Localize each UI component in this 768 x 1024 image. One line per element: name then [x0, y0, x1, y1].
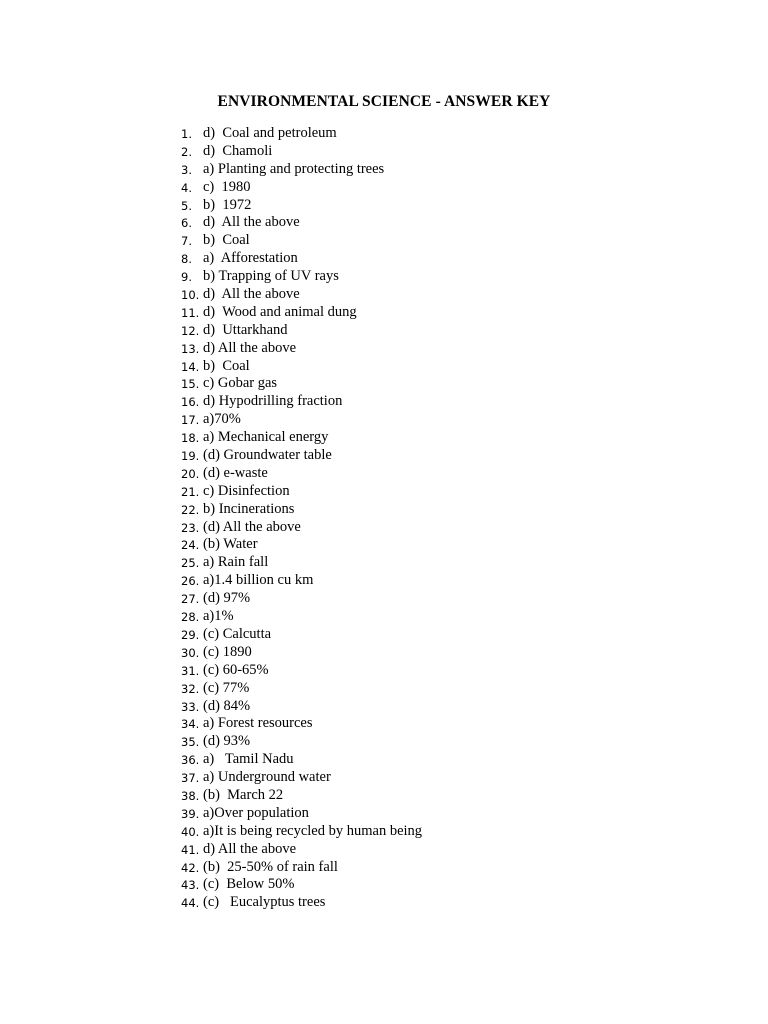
answer-text: b) 1972	[203, 196, 252, 213]
answer-row	[0, 608, 768, 626]
answer-text: (d) 84%	[203, 697, 251, 714]
answer-text: (b) March 22	[203, 786, 284, 803]
answer-row	[0, 161, 768, 179]
answer-text: (c) Calcutta	[203, 625, 272, 642]
question-number: 30.	[181, 645, 200, 660]
question-number: 14.	[181, 359, 200, 374]
answer-row	[0, 787, 768, 805]
answer-text: (d) Groundwater table	[203, 447, 332, 464]
question-number: 11.	[181, 305, 200, 320]
question-number: 25.	[181, 556, 200, 571]
answer-text: a) Underground water	[203, 769, 331, 786]
answer-text: (d) e-waste	[203, 464, 268, 481]
answer-row	[0, 823, 768, 841]
question-number: 34.	[181, 717, 200, 732]
question-number: 38.	[181, 788, 200, 803]
answer-row	[0, 680, 768, 698]
answer-text: (b) 25-50% of rain fall	[203, 858, 338, 875]
answer-row	[0, 859, 768, 877]
question-number: 27.	[181, 592, 200, 607]
answer-text: d) Coal and petroleum	[203, 125, 337, 141]
answer-text: (c) Below 50%	[203, 876, 295, 893]
answer-text: a) Mechanical energy	[203, 429, 329, 446]
answer-row	[0, 841, 768, 859]
answer-row	[0, 501, 768, 519]
question-number: 5.	[181, 198, 192, 213]
question-number: 37.	[181, 771, 200, 786]
answer-text: a)1%	[203, 608, 234, 625]
answer-row	[0, 519, 768, 537]
answer-text: (c) 1890	[203, 643, 252, 660]
question-number: 42.	[181, 860, 200, 875]
question-number: 36.	[181, 753, 200, 768]
question-number: 26.	[181, 574, 200, 589]
answer-row	[0, 286, 768, 304]
answer-text: b) Coal	[203, 357, 250, 374]
question-number: 21.	[181, 484, 200, 499]
question-number: 10.	[181, 288, 200, 303]
answer-row	[0, 644, 768, 662]
question-number: 29.	[181, 627, 200, 642]
answer-row	[0, 429, 768, 447]
answer-row	[0, 375, 768, 393]
question-number: 19.	[181, 449, 200, 464]
question-number: 28.	[181, 610, 200, 625]
question-number: 12.	[181, 323, 200, 338]
answer-row	[0, 572, 768, 590]
answer-row	[0, 143, 768, 161]
answer-row	[0, 214, 768, 232]
answer-row	[0, 197, 768, 215]
answer-row	[0, 662, 768, 680]
answer-text: b) Trapping of UV rays	[203, 268, 339, 285]
question-number: 35.	[181, 735, 200, 750]
answer-row	[0, 232, 768, 250]
answer-row	[0, 626, 768, 644]
answer-text: (c) 77%	[203, 679, 250, 696]
answer-row	[0, 876, 768, 894]
question-number: 31.	[181, 663, 200, 678]
question-number: 41.	[181, 842, 200, 857]
answer-text: (b) Water	[203, 536, 258, 553]
answer-text: a)1.4 billion cu km	[203, 572, 314, 589]
answer-row	[0, 698, 768, 716]
question-number: 13.	[181, 341, 200, 356]
answer-text: d) Uttarkhand	[203, 321, 288, 338]
answer-row	[0, 447, 768, 465]
document-title: ENVIRONMENTAL SCIENCE - ANSWER KEY	[217, 93, 551, 110]
answer-text: c) 1980	[203, 178, 251, 195]
answer-text: a) Forest resources	[203, 715, 313, 732]
question-number: 23.	[181, 520, 200, 535]
answer-text: (d) All the above	[203, 518, 301, 535]
answer-text: c) Disinfection	[203, 482, 290, 499]
answer-row	[0, 340, 768, 358]
answer-row	[0, 250, 768, 268]
answer-row	[0, 536, 768, 554]
answer-text: a) Tamil Nadu	[203, 751, 294, 768]
answer-list	[0, 125, 768, 912]
answer-row	[0, 465, 768, 483]
question-number: 24.	[181, 538, 200, 553]
answer-row	[0, 483, 768, 501]
answer-row	[0, 179, 768, 197]
question-number: 15.	[181, 377, 200, 392]
answer-text: a)70%	[203, 411, 241, 428]
question-number: 17.	[181, 413, 200, 428]
question-number: 2.	[181, 144, 192, 159]
question-number: 22.	[181, 502, 200, 517]
answer-row	[0, 411, 768, 429]
answer-text: (d) 97%	[203, 590, 251, 607]
answer-text: a)Over population	[203, 804, 309, 821]
question-number: 4.	[181, 180, 192, 195]
answer-text: (c) Eucalyptus trees	[203, 894, 326, 911]
question-number: 1.	[181, 127, 192, 141]
question-number: 20.	[181, 466, 200, 481]
question-number: 43.	[181, 878, 200, 893]
answer-text: a) Rain fall	[203, 554, 269, 571]
answer-text: d) Chamoli	[203, 142, 273, 159]
question-number: 8.	[181, 252, 192, 267]
answer-row	[0, 894, 768, 912]
question-number: 3.	[181, 162, 192, 177]
question-number: 44.	[181, 896, 200, 911]
answer-row	[0, 733, 768, 751]
answer-text: d) All the above	[203, 840, 297, 857]
answer-text: c) Gobar gas	[203, 375, 278, 392]
answer-text: a)It is being recycled by human being	[203, 822, 423, 839]
question-number: 7.	[181, 234, 192, 249]
answer-text: a) Planting and protecting trees	[203, 160, 385, 177]
answer-text: d) All the above	[203, 214, 300, 231]
question-number: 18.	[181, 431, 200, 446]
answer-row	[0, 590, 768, 608]
question-number: 33.	[181, 699, 200, 714]
answer-row	[0, 358, 768, 376]
answer-text: d) All the above	[203, 286, 300, 303]
answer-row	[0, 805, 768, 823]
answer-row	[0, 393, 768, 411]
answer-text: (c) 60-65%	[203, 661, 269, 678]
answer-text: d) Wood and animal dung	[203, 303, 357, 320]
answer-row	[0, 751, 768, 769]
answer-text: (d) 93%	[203, 733, 251, 750]
answer-text: d) Hypodrilling fraction	[203, 393, 343, 410]
answer-row	[0, 304, 768, 322]
answer-row	[0, 554, 768, 572]
answer-text: b) Coal	[203, 232, 250, 249]
answer-row	[0, 125, 768, 143]
question-number: 39.	[181, 806, 200, 821]
question-number: 6.	[181, 216, 192, 231]
answer-row	[0, 268, 768, 286]
answer-row	[0, 322, 768, 340]
answer-row	[0, 769, 768, 787]
question-number: 32.	[181, 681, 200, 696]
answer-text: d) All the above	[203, 339, 297, 356]
question-number: 9.	[181, 270, 192, 285]
answer-row	[0, 715, 768, 733]
question-number: 40.	[181, 824, 200, 839]
answer-text: a) Afforestation	[203, 250, 298, 267]
question-number: 16.	[181, 395, 200, 410]
answer-text: b) Incinerations	[203, 500, 295, 517]
